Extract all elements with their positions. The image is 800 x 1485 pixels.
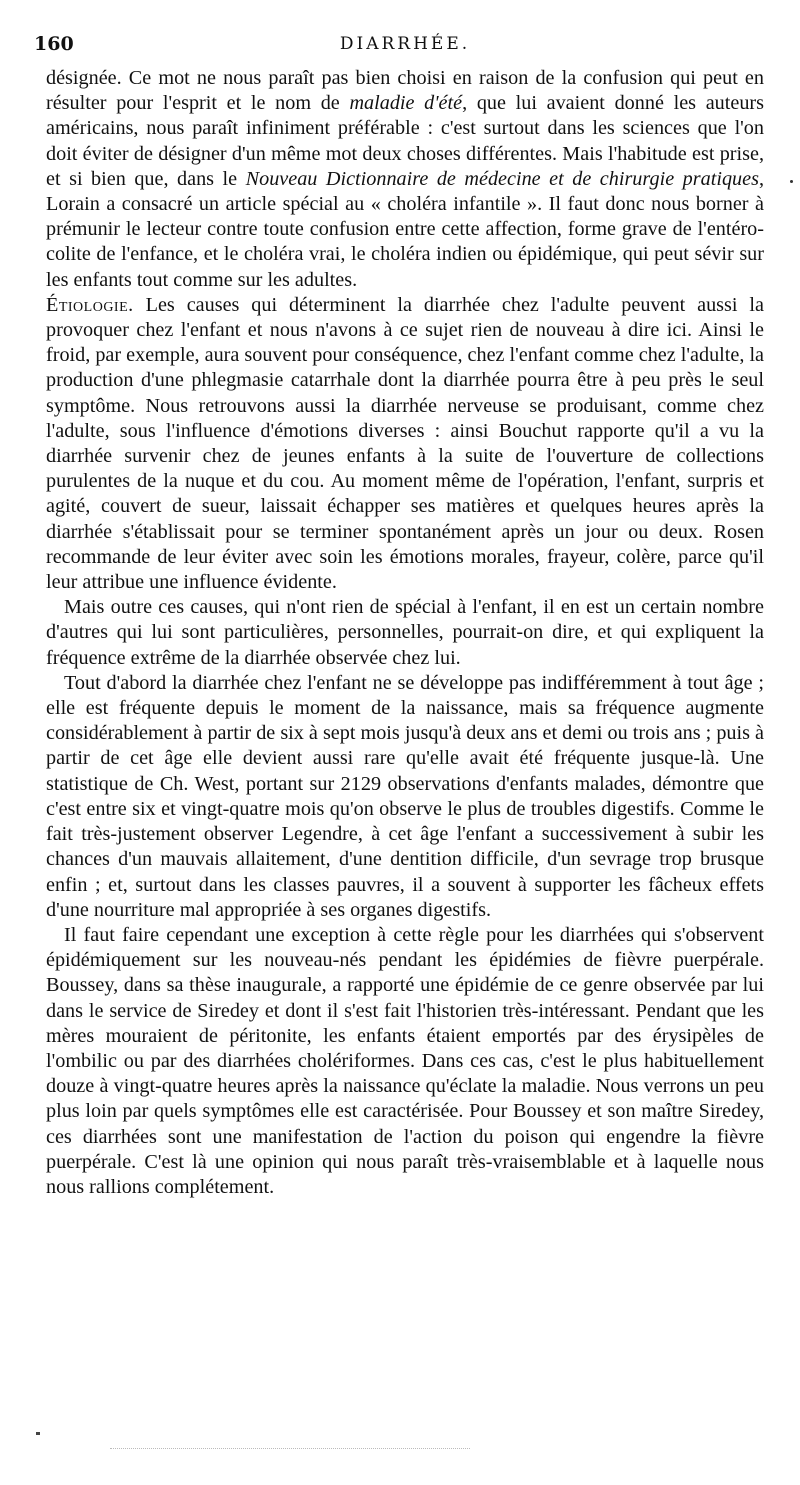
running-title: DIARRHÉE. [339,34,471,54]
section-lead-etiologie: Étiologie. [46,293,134,316]
footer-specks [110,1448,470,1453]
paragraph-1 [46,66,764,293]
paragraph-4: Tout d'abord la diarrhée chez l'enfant ne se développe pas indifféremment à tout âge ; elle est fréquente depuis le moment de la naissance, mais sa fréquence augmente considérablement à partir de six à sept mois jusqu'à deux ans et demi ou trois ans ; puis à partir de cet âge elle devient aussi rare qu'elle avait été fréquente jusque-là. Une statistique de Ch. West, portant sur 2129 observations d'enfants malades, démontre que c'est entre six et vingt-quatre mois qu'on observe le plus de troubles digestifs. Comme le fait très-justement observer Legendre, à cet âge l'enfant a successivement à subir les chances d'un mauvais allaitement, d'une dentition difficile, d'un sevrage trop brusque enfin ; et, surtout dans les classes pauvres, il a souvent à supporter les fâcheux effets d'une nourriture mal appropriée à ses organes digestifs. [46,671,764,921]
running-head [34,30,764,58]
paragraph-1-italic-term: maladie d'été [349,92,463,115]
paragraph-1-text-2: , que lui avaient donné les auteurs américains, nous paraît infiniment préférable : c'est surtout dans les sciences que l'on doit éviter de désigner d'un même mot deux choses différentes. Mais l'habitude est prise, et si bien que, dans le [46,92,764,190]
paragraph-1-text: désignée. Ce mot ne nous paraît pas bien choisi en raison de la confusion qui peut en résulter pour l'esprit et le nom de [46,67,764,115]
paragraph-5: Il faut faire cependant une exception à cette règle pour les diarrhées qui s'observent épidémiquement sur les nouveau-nés pendant les épidémies de fièvre puerpérale. Boussey, dans sa thèse inaugurale, a rapporté une épidémie de ce genre observée par lui dans le service de Siredey et dont il s'est fait l'historien très-intéressant. Pendant que les mères mouraient de péritonite, les enfants étaient emportés par des érysipèles de l'ombilic ou par des diarrhées cholériformes. Dans ces cas, c'est le plus habituellement douze à vingt-quatre heures après la naissance qu'éclate la maladie. Nous verrons un peu plus loin par quels symptômes elle est caractérisée. Pour Boussey et son maître Siredey, ces diarrhées sont une manifestation de l'action du poison qui engendre la fièvre puerpérale. C'est là une opinion qui nous paraît très-vraisemblable et à laquelle nous nous rallions complétement. [46,923,764,1198]
bottom-speck [36,1432,40,1435]
paragraph-3: Mais outre ces causes, qui n'ont rien de spécial à l'enfant, il en est un certain nombre d'autres qui lui sont particulières, personnelles, pourrait-on dire, et qui expliquent la fréquence extrême de la diarrhée observée chez lui. [46,596,764,669]
paragraph-etiologie [46,293,764,595]
margin-speck [790,180,793,183]
paragraph-1-italic-title: Nouveau Dictionnaire de médecine et de chirurgie pratiques [245,167,759,190]
body-text [46,66,764,1200]
paragraph-1-text-3: , Lorain a consacré un article spécial au « choléra infantile ». Il faut donc nous borner à prémunir le lecteur contre toute confusion entre cette affection, forme grave de l'entéro-colite de l'enfance, et le choléra vrai, le choléra indien ou épidémique, qui peut sévir sur les enfants tout comme sur les adultes. [46,167,764,291]
book-page [34,30,765,1200]
paragraph-etiologie-text: Les causes qui déterminent la diarrhée chez l'adulte peuvent aussi la provoquer chez l'enfant et nous n'avons à ce sujet rien de nouveau à dire ici. Ainsi le froid, par exemple, aura souvent pour conséquence, chez l'enfant comme chez l'adulte, la production d'une phlegmasie catarrhale dont la diarrhée pourra être à peu près le seul symptôme. Nous retrouvons aussi la diarrhée nerveuse se produisant, comme chez l'adulte, sous l'influence d'émotions diverses : ainsi Bouchut rapporte qu'il a vu la diarrhée survenir chez de jeunes enfants à la suite de l'ouverture de collections purulentes de la nuque et du cou. Au moment même de l'opération, l'enfant, surpris et agité, couvert de sueur, laissait échapper ses matières et quelques heures après la diarrhée s'établissait pour se terminer spontanément après un jour ou deux. Rosen recommande de leur éviter avec soin les émotions morales, frayeur, colère, parce qu'il leur attribue une influence évidente. [46,293,765,594]
page-number: 160 [34,33,74,55]
